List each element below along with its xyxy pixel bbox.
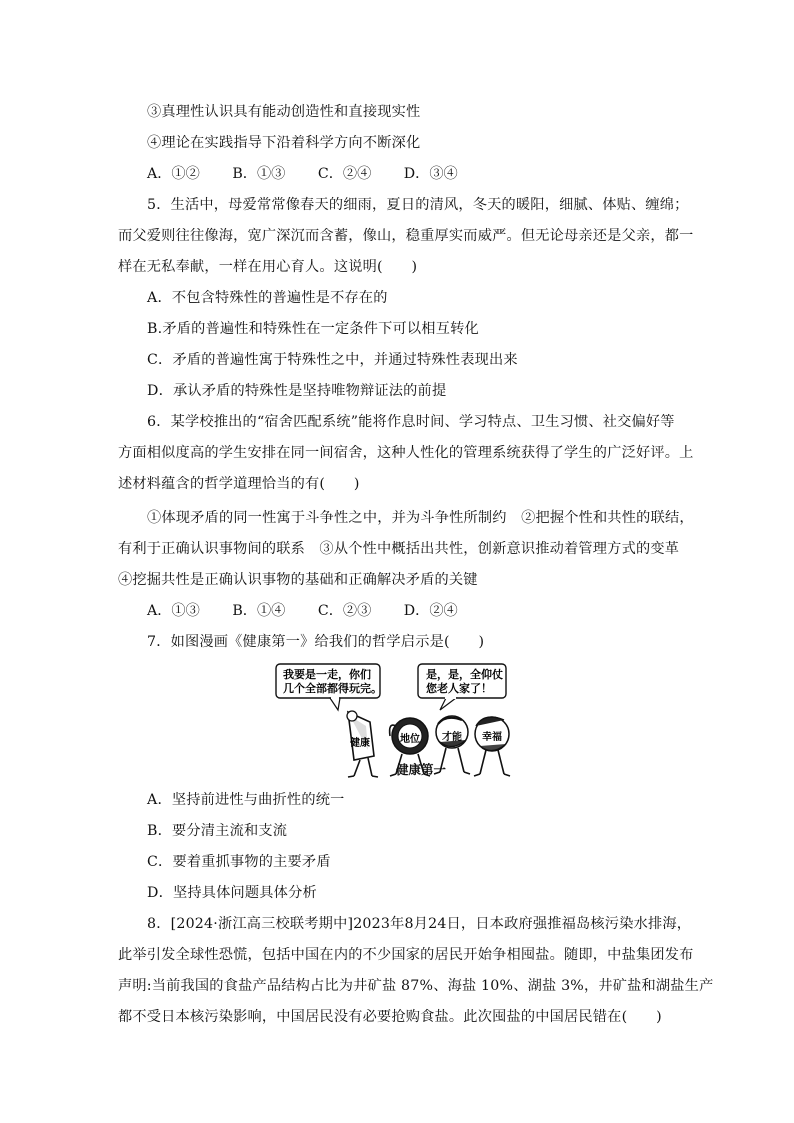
bubble-left-line1: 我要是一走，你们	[283, 668, 371, 681]
q4-statement-3: ③真理性认识具有能动创造性和直接现实性	[147, 104, 421, 120]
q4-options	[147, 164, 486, 184]
speech-bubble-right	[418, 664, 506, 710]
q6-option-c: C．②③	[317, 603, 372, 619]
speech-bubble-left	[276, 664, 382, 710]
q8-stem-line1: 8．[2024·浙江高三校联考期中]2023年8月24日，日本政府强推福岛核污染水排海，	[147, 916, 692, 932]
q6-stem-line2: 方面相似度高的学生安排在同一间宿舍，这种人性化的管理系统获得了学生的广泛好评。上	[118, 445, 694, 461]
figure-label-happiness: 幸福	[482, 732, 502, 743]
figure-label-health: 健康	[350, 738, 370, 749]
bubble-right-line1: 是，是，全仰仗	[426, 668, 503, 681]
q5-option-a: A．不包含特殊性的普遍性是不存在的	[147, 290, 388, 306]
q7-option-a: A．坚持前进性与曲折性的统一	[147, 792, 345, 808]
q6-option-b: B．①④	[232, 603, 286, 619]
q6-option-a: A．①③	[147, 603, 200, 619]
q8-stem-line3: 声明:当前我国的食盐产品结构占比为井矿盐 87%、海盐 10%、湖盐 3%，井矿盐和湖盐生产	[118, 978, 714, 994]
q5-stem-line3: 样在无私奉献，一样在用心育人。这说明( )	[118, 259, 418, 275]
q7-option-b: B．要分清主流和支流	[147, 823, 288, 839]
q4-statement-4: ④理论在实践指导下沿着科学方向不断深化	[147, 135, 421, 151]
q4-option-a: A．①②	[147, 166, 200, 182]
figure-label-status: 地位	[400, 734, 420, 745]
q5-stem-line2: 而父爱则往往像海，宽广深沉而含蓄，像山，稳重厚实而威严。但无论母亲还是父亲，都一	[118, 228, 694, 244]
cartoon-caption: 健康第一	[396, 762, 447, 777]
q8-stem-line4: 都不受日本核污染影响，中国居民没有必要抢购食盐。此次囤盐的中国居民错在( )	[118, 1009, 662, 1025]
q6-statements-line3: ④挖掘共性是正确认识事物的基础和正确解决矛盾的关键	[118, 572, 478, 588]
q6-stem-line3: 述材料蕴含的哲学道理恰当的有( )	[118, 476, 360, 492]
bubble-left-line2: 几个全部都得玩完。	[283, 682, 382, 695]
q5-stem-line1: 5．生活中，母爱常常像春天的细雨，夏日的清风，冬天的暖阳，细腻、体贴、缠绵；	[147, 197, 689, 213]
cartoon-illustration	[270, 660, 520, 782]
q7-stem: 7．如图漫画《健康第一》给我们的哲学启示是( )	[147, 634, 485, 650]
q5-option-c: C．矛盾的普遍性寓于特殊性之中，并通过特殊性表现出来	[147, 352, 518, 368]
q7-option-c: C．要着重抓事物的主要矛盾	[147, 854, 331, 870]
q5-option-b: B.矛盾的普遍性和特殊性在一定条件下可以相互转化	[147, 321, 479, 337]
q4-option-b: B．①③	[232, 166, 286, 182]
figure-happiness	[474, 717, 510, 776]
q6-options	[147, 601, 486, 621]
figure-label-talent: 才能	[442, 732, 462, 743]
bubble-right-line2: 您老人家了！	[426, 682, 492, 695]
figure-health	[347, 711, 378, 777]
q6-stem-line1: 6．某学校推出的“宿舍匹配系统”能将作息时间、学习特点、卫生习惯、社交偏好等	[147, 414, 675, 430]
q6-option-d: D．②④	[403, 603, 458, 619]
q5-option-d: D．承认矛盾的特殊性是坚持唯物辩证法的前提	[147, 383, 447, 399]
q4-option-c: C．②④	[317, 166, 372, 182]
q6-statements-line2: 有利于正确认识事物间的联系 ③从个性中概括出共性，创新意识推动着管理方式的变革	[118, 541, 680, 557]
q4-option-d: D．③④	[403, 166, 458, 182]
q7-option-d: D．坚持具体问题具体分析	[147, 885, 317, 901]
q6-statements-line1: ①体现矛盾的同一性寓于斗争性之中，并为斗争性所制约 ②把握个性和共性的联结，	[147, 510, 694, 526]
q8-stem-line2: 此举引发全球性恐慌，包括中国在内的不少国家的居民开始争相囤盐。随即，中盐集团发布	[118, 947, 694, 963]
